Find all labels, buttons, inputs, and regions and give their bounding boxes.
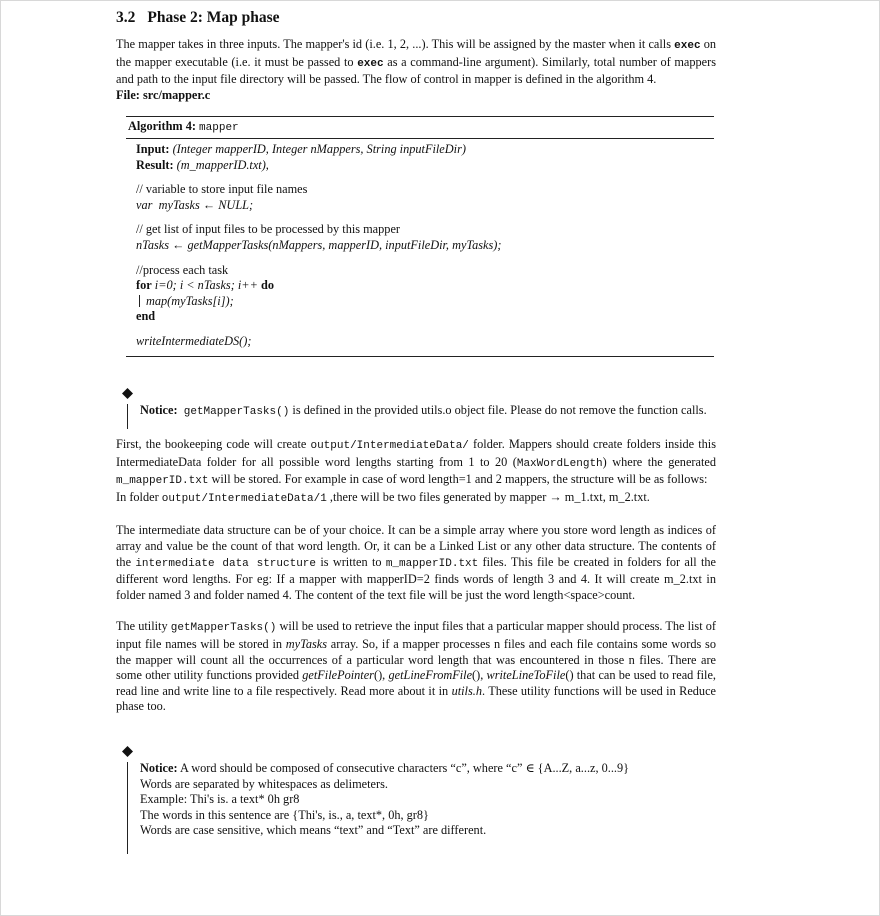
for-condition: i=0; i < nTasks; i++ <box>154 278 258 293</box>
result-value: (m_mapperID.txt), <box>176 157 269 172</box>
algorithm-loop-body <box>136 294 714 310</box>
algorithm-box <box>126 116 714 356</box>
file-path: File: src/mapper.c <box>116 87 211 102</box>
loop-statement: map(myTasks[i]); <box>146 293 234 308</box>
p4-italic-2: getFilePointer <box>302 668 374 683</box>
paragraph-data-structure <box>116 523 716 603</box>
notice-2-line-5: Words are case sensitive, which means “text” and “Text” are different. <box>140 823 487 838</box>
loop-block-bar <box>139 295 140 308</box>
p4-italic-1: myTasks <box>285 637 328 652</box>
notice-2-line-1 <box>140 761 716 777</box>
algorithm-body <box>126 139 714 356</box>
p2-code-4: output/IntermediateData/1 <box>161 492 327 505</box>
p4-text-1: The utility <box>116 619 171 634</box>
intro-text-1: The mapper takes in three inputs. The mapper's id (i.e. 1, 2, ...). This will be assigned by the master when it calls <box>116 37 675 51</box>
do-keyword: do <box>260 278 274 293</box>
p4-italic-3: getLineFromFile <box>388 668 473 683</box>
p4-code-1: getMapperTasks() <box>170 622 277 635</box>
intro-paragraph <box>116 37 716 88</box>
section-heading <box>116 8 716 28</box>
algorithm-bottom-rule <box>126 356 714 357</box>
algorithm-comment-3: //process each task <box>136 262 229 277</box>
algorithm-tasks-line: nTasks ← getMapperTasks(nMappers, mapperID, inputFileDir, myTasks); <box>136 237 502 252</box>
p4-text-3: array. So, if a mapper processes n files and each file contains some words so the mapper will count all the occurrences of a particular word length that was encountered in those n files. There are some other utility functions provided <box>116 637 716 683</box>
notice-diamond-icon <box>122 746 133 757</box>
algorithm-var-line <box>136 198 714 214</box>
notice-2-text <box>140 749 716 839</box>
p2-code-2: MaxWordLength <box>516 457 603 470</box>
notice-2-line-3: Example: Thi's is. a text* 0h gr8 <box>140 792 300 807</box>
p4-text-4: (), <box>373 668 389 683</box>
p2-text-6: ,there will be two files generated by mapper → m_1.txt, m_2.txt. <box>326 489 650 504</box>
notice-diamond-icon <box>122 388 133 399</box>
algorithm-comment-2: // get list of input files to be processed by this mapper <box>136 222 400 237</box>
paragraph-folders <box>116 437 716 507</box>
notice-box-1 <box>116 391 716 421</box>
algorithm-final-line: writeIntermediateDS(); <box>136 333 252 348</box>
p2-text-3: ) where the generated <box>602 454 716 469</box>
p4-text-7: . These utility functions will be used in Reduce phase too. <box>116 683 716 714</box>
algorithm-for-line <box>136 278 714 294</box>
result-label: Result: <box>136 157 174 172</box>
document-page <box>116 8 716 839</box>
p4-italic-4: writeLineToFile <box>486 668 566 683</box>
p4-italic-5: utils.h <box>451 683 482 698</box>
p3-text-3: files. This file be created in folders for all the different word lengths. For eg: If a mapper with mapperID=2 finds words of length 3 and 4. It will create m_2.txt in folder named 3 and folder named 4. The content of the text file will be just the word length<space>count. <box>116 554 716 602</box>
intro-code-exec-1: exec <box>674 40 701 52</box>
paragraph-utilities <box>116 619 716 715</box>
intro-text-3: as a command-line argument). Similarly, total number of mappers and path to the input file directory will be passed. The flow of control in mapper is defined in the algorithm 4. <box>116 54 716 87</box>
algorithm-end-line: end <box>136 309 156 324</box>
for-keyword: for <box>136 278 152 293</box>
notice-1-text <box>140 391 716 421</box>
notice-1-bar <box>127 404 128 429</box>
notice-1-body: is defined in the provided utils.o object file. Please do not remove the function calls. <box>289 402 707 417</box>
notice-box-2 <box>116 749 716 839</box>
algorithm-caption-name: mapper <box>199 122 239 135</box>
notice-2-bar <box>127 762 128 854</box>
p4-text-5: (), <box>472 668 487 683</box>
algorithm-comment-1: // variable to store input file names <box>136 182 308 197</box>
algorithm-caption-label: Algorithm 4: <box>128 119 196 134</box>
section-number: 3.2 <box>116 9 136 26</box>
p3-code-2: m_mapperID.txt <box>385 557 479 570</box>
algorithm-caption <box>126 117 714 139</box>
intro-code-exec-2: exec <box>357 57 384 70</box>
p3-code-1: intermediate data structure <box>135 557 317 570</box>
input-label: Input: <box>136 141 170 156</box>
notice-2-line-4: The words in this sentence are {Thi's, is., a, text*, 0h, gr8} <box>140 807 429 822</box>
notice-1-code: getMapperTasks() <box>183 405 290 418</box>
p2-text-1: First, the bookeeping code will create <box>116 437 311 452</box>
p2-text-4: will be stored. For example in case of word length=1 and 2 mappers, the structure will be as follows: <box>208 472 708 487</box>
notice-1-label: Notice: <box>140 402 178 417</box>
p2-text-5: In folder <box>116 489 162 504</box>
notice-2-line-2: Words are separated by whitespaces as delimeters. <box>140 776 388 791</box>
algorithm-result-line <box>136 158 714 174</box>
notice-2-label: Notice: <box>140 761 178 775</box>
p3-text-1: The intermediate data structure can be of your choice. It can be a simple array where you store word length as indices of array and value be the count of that word length. Or, it can be a Linked List or any other data structure. The contents of the <box>116 523 716 569</box>
p2-code-1: output/IntermediateData/ <box>310 440 469 453</box>
p2-text-2: folder. Mappers should create folders inside this IntermediateData folder for all possible word lengths starting from 1 to 20 ( <box>116 437 716 469</box>
var-keyword: var <box>136 197 153 212</box>
p2-code-3: m_mapperID.txt <box>116 475 209 488</box>
input-value: (Integer mapperID, Integer nMappers, String inputFileDir) <box>172 141 466 156</box>
notice-2-body-1: A word should be composed of consecutive characters “c”, where “c” ∈ {A...Z, a...z, 0...9} <box>177 761 630 775</box>
section-title: Phase 2: Map phase <box>147 9 280 26</box>
intro-text-2: on the mapper executable (i.e. it must be passed to <box>116 37 716 69</box>
p4-text-6: () that can be used to read file, read line and write line to a file respectively. Read more about it in <box>116 668 716 698</box>
p3-text-2: is written to <box>316 554 386 569</box>
algorithm-input-line <box>136 142 714 158</box>
var-statement: myTasks ← NULL; <box>158 197 254 212</box>
p4-text-2: will be used to retrieve the input files that a particular mapper should process. The list of input file names will be stored in <box>116 619 716 652</box>
